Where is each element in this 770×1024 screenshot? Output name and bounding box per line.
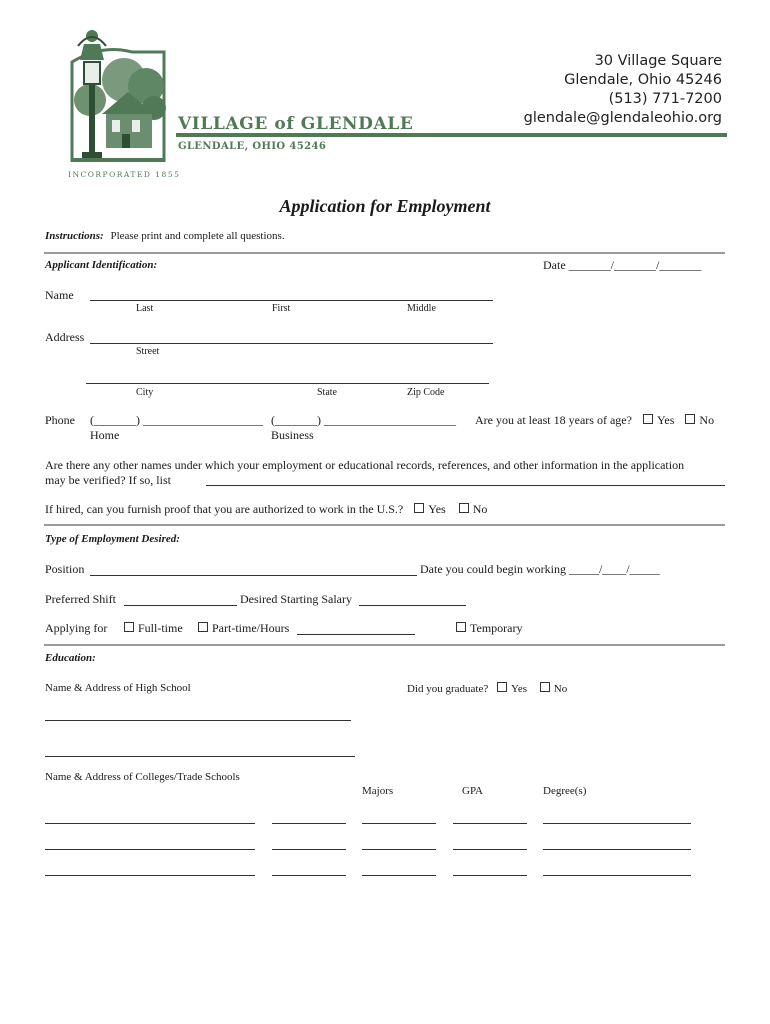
college-gpa-input[interactable] [453, 849, 527, 850]
salary-label: Desired Starting Salary [240, 592, 352, 606]
name-label: Name [45, 288, 74, 302]
position-label: Position [45, 562, 85, 576]
date-field[interactable]: Date _______/_______/_______ [543, 258, 702, 272]
authorized-no-label: No [472, 502, 488, 516]
street-input-line[interactable] [90, 343, 493, 344]
business-phone-field[interactable]: (_______) ______________________ [271, 413, 456, 427]
name-first-caption: First [272, 303, 291, 314]
logo-title: VILLAGE of GLENDALE [178, 114, 414, 134]
college-name-input[interactable] [45, 823, 255, 824]
degrees-header: Degree(s) [543, 785, 587, 797]
college-major-input[interactable] [362, 875, 436, 876]
graduate-no-label: No [553, 683, 568, 695]
shift-input-line[interactable] [124, 605, 237, 606]
zip-caption: Zip Code [407, 387, 445, 398]
full-time-label: Full-time [138, 621, 183, 635]
authorized-yes-option[interactable] [414, 502, 445, 516]
colleges-label: Name & Address of Colleges/Trade Schools [45, 771, 240, 783]
age-no-checkbox[interactable] [685, 414, 695, 424]
education-section-label: Education: [45, 652, 96, 664]
instructions [45, 230, 285, 242]
temporary-option[interactable] [456, 621, 522, 636]
graduate-no-option[interactable] [540, 683, 567, 695]
part-time-label: Part-time/Hours [212, 621, 290, 635]
high-school-input-line[interactable] [45, 720, 351, 721]
other-names-input-line[interactable] [206, 485, 725, 486]
business-caption: Business [271, 428, 314, 442]
name-middle-caption: Middle [407, 303, 436, 314]
lamppost-emblem [62, 22, 174, 172]
college-name-input[interactable] [45, 849, 255, 850]
home-phone-field[interactable]: (_______) ____________________ [90, 413, 263, 427]
section-divider [44, 252, 725, 254]
section-divider [44, 644, 725, 646]
home-caption: Home [90, 428, 120, 442]
form-title: Application for Employment [279, 196, 491, 216]
state-caption: State [317, 387, 337, 398]
college-major-input[interactable] [362, 849, 436, 850]
other-names-question-line1: Are there any other names under which your employment or educational records, references, and other information in the application [45, 458, 685, 472]
college-name-input[interactable] [45, 875, 255, 876]
name-last-caption: Last [136, 303, 154, 314]
age-yes-checkbox[interactable] [643, 414, 653, 424]
college-degree-input[interactable] [543, 849, 691, 850]
address-label: Address [45, 330, 85, 344]
position-input-line[interactable] [90, 575, 417, 576]
college-degree-input[interactable] [543, 823, 691, 824]
college-address-input[interactable] [272, 849, 346, 850]
address-line1: 30 Village Square [594, 53, 722, 69]
graduate-question-text: Did you graduate? [407, 683, 489, 695]
college-address-input[interactable] [272, 823, 346, 824]
age-no-label: No [699, 413, 715, 427]
college-address-input[interactable] [272, 875, 346, 876]
logo-city: GLENDALE, OHIO 45246 [178, 141, 327, 152]
graduate-no-checkbox[interactable] [540, 682, 550, 692]
temporary-label: Temporary [470, 621, 523, 635]
section-divider [44, 524, 725, 526]
age-yes-option[interactable] [643, 413, 674, 427]
college-gpa-input[interactable] [453, 823, 527, 824]
city-caption: City [136, 387, 154, 398]
graduate-question [407, 682, 567, 695]
graduate-yes-checkbox[interactable] [497, 682, 507, 692]
authorized-no-checkbox[interactable] [459, 503, 469, 513]
village-logo [62, 22, 174, 172]
begin-date-field[interactable]: Date you could begin working _____/____/_____ [420, 562, 660, 576]
other-names-question-line2: may be verified? If so, list [45, 473, 171, 487]
college-gpa-input[interactable] [453, 875, 527, 876]
college-degree-input[interactable] [543, 875, 691, 876]
authorized-question-text: If hired, can you furnish proof that you are authorized to work in the U.S.? [45, 502, 404, 516]
part-time-checkbox[interactable] [198, 622, 208, 632]
contact-block [524, 52, 722, 128]
authorized-question [45, 502, 487, 517]
age-no-option[interactable] [685, 413, 714, 427]
full-time-checkbox[interactable] [124, 622, 134, 632]
shift-label: Preferred Shift [45, 592, 116, 606]
part-time-hours-input-line[interactable] [297, 634, 415, 635]
age-yes-label: Yes [656, 413, 675, 427]
phone-number: (513) 771-7200 [608, 91, 722, 107]
applying-label: Applying for [45, 621, 108, 635]
name-input-line[interactable] [90, 300, 493, 301]
temporary-checkbox[interactable] [456, 622, 466, 632]
street-caption: Street [136, 346, 160, 357]
part-time-option[interactable] [198, 621, 289, 636]
authorized-no-option[interactable] [459, 502, 488, 516]
address-line2: Glendale, Ohio 45246 [564, 72, 722, 88]
age-question-text: Are you at least 18 years of age? [475, 413, 632, 427]
phone-label: Phone [45, 413, 75, 427]
full-time-option[interactable] [124, 621, 183, 636]
majors-header: Majors [362, 785, 394, 797]
city-state-zip-input-line[interactable] [86, 383, 489, 384]
graduate-yes-label: Yes [511, 683, 528, 695]
instructions-label: Instructions: [45, 230, 104, 242]
authorized-yes-label: Yes [428, 502, 446, 516]
gpa-header: GPA [462, 785, 483, 797]
college-major-input[interactable] [362, 823, 436, 824]
applicant-section-label: Applicant Identification: [45, 259, 158, 271]
salary-input-line[interactable] [359, 605, 466, 606]
logo-incorporated: INCORPORATED 1855 [68, 170, 181, 179]
graduate-yes-option[interactable] [497, 683, 527, 695]
email-address[interactable]: glendale@glendaleohio.org [523, 110, 722, 126]
employment-section-label: Type of Employment Desired: [45, 533, 180, 545]
authorized-yes-checkbox[interactable] [414, 503, 424, 513]
high-school-label: Name & Address of High School [45, 682, 191, 694]
high-school-input-line[interactable] [45, 756, 355, 757]
instructions-text: Please print and complete all questions. [110, 230, 285, 242]
age-question [475, 413, 714, 428]
